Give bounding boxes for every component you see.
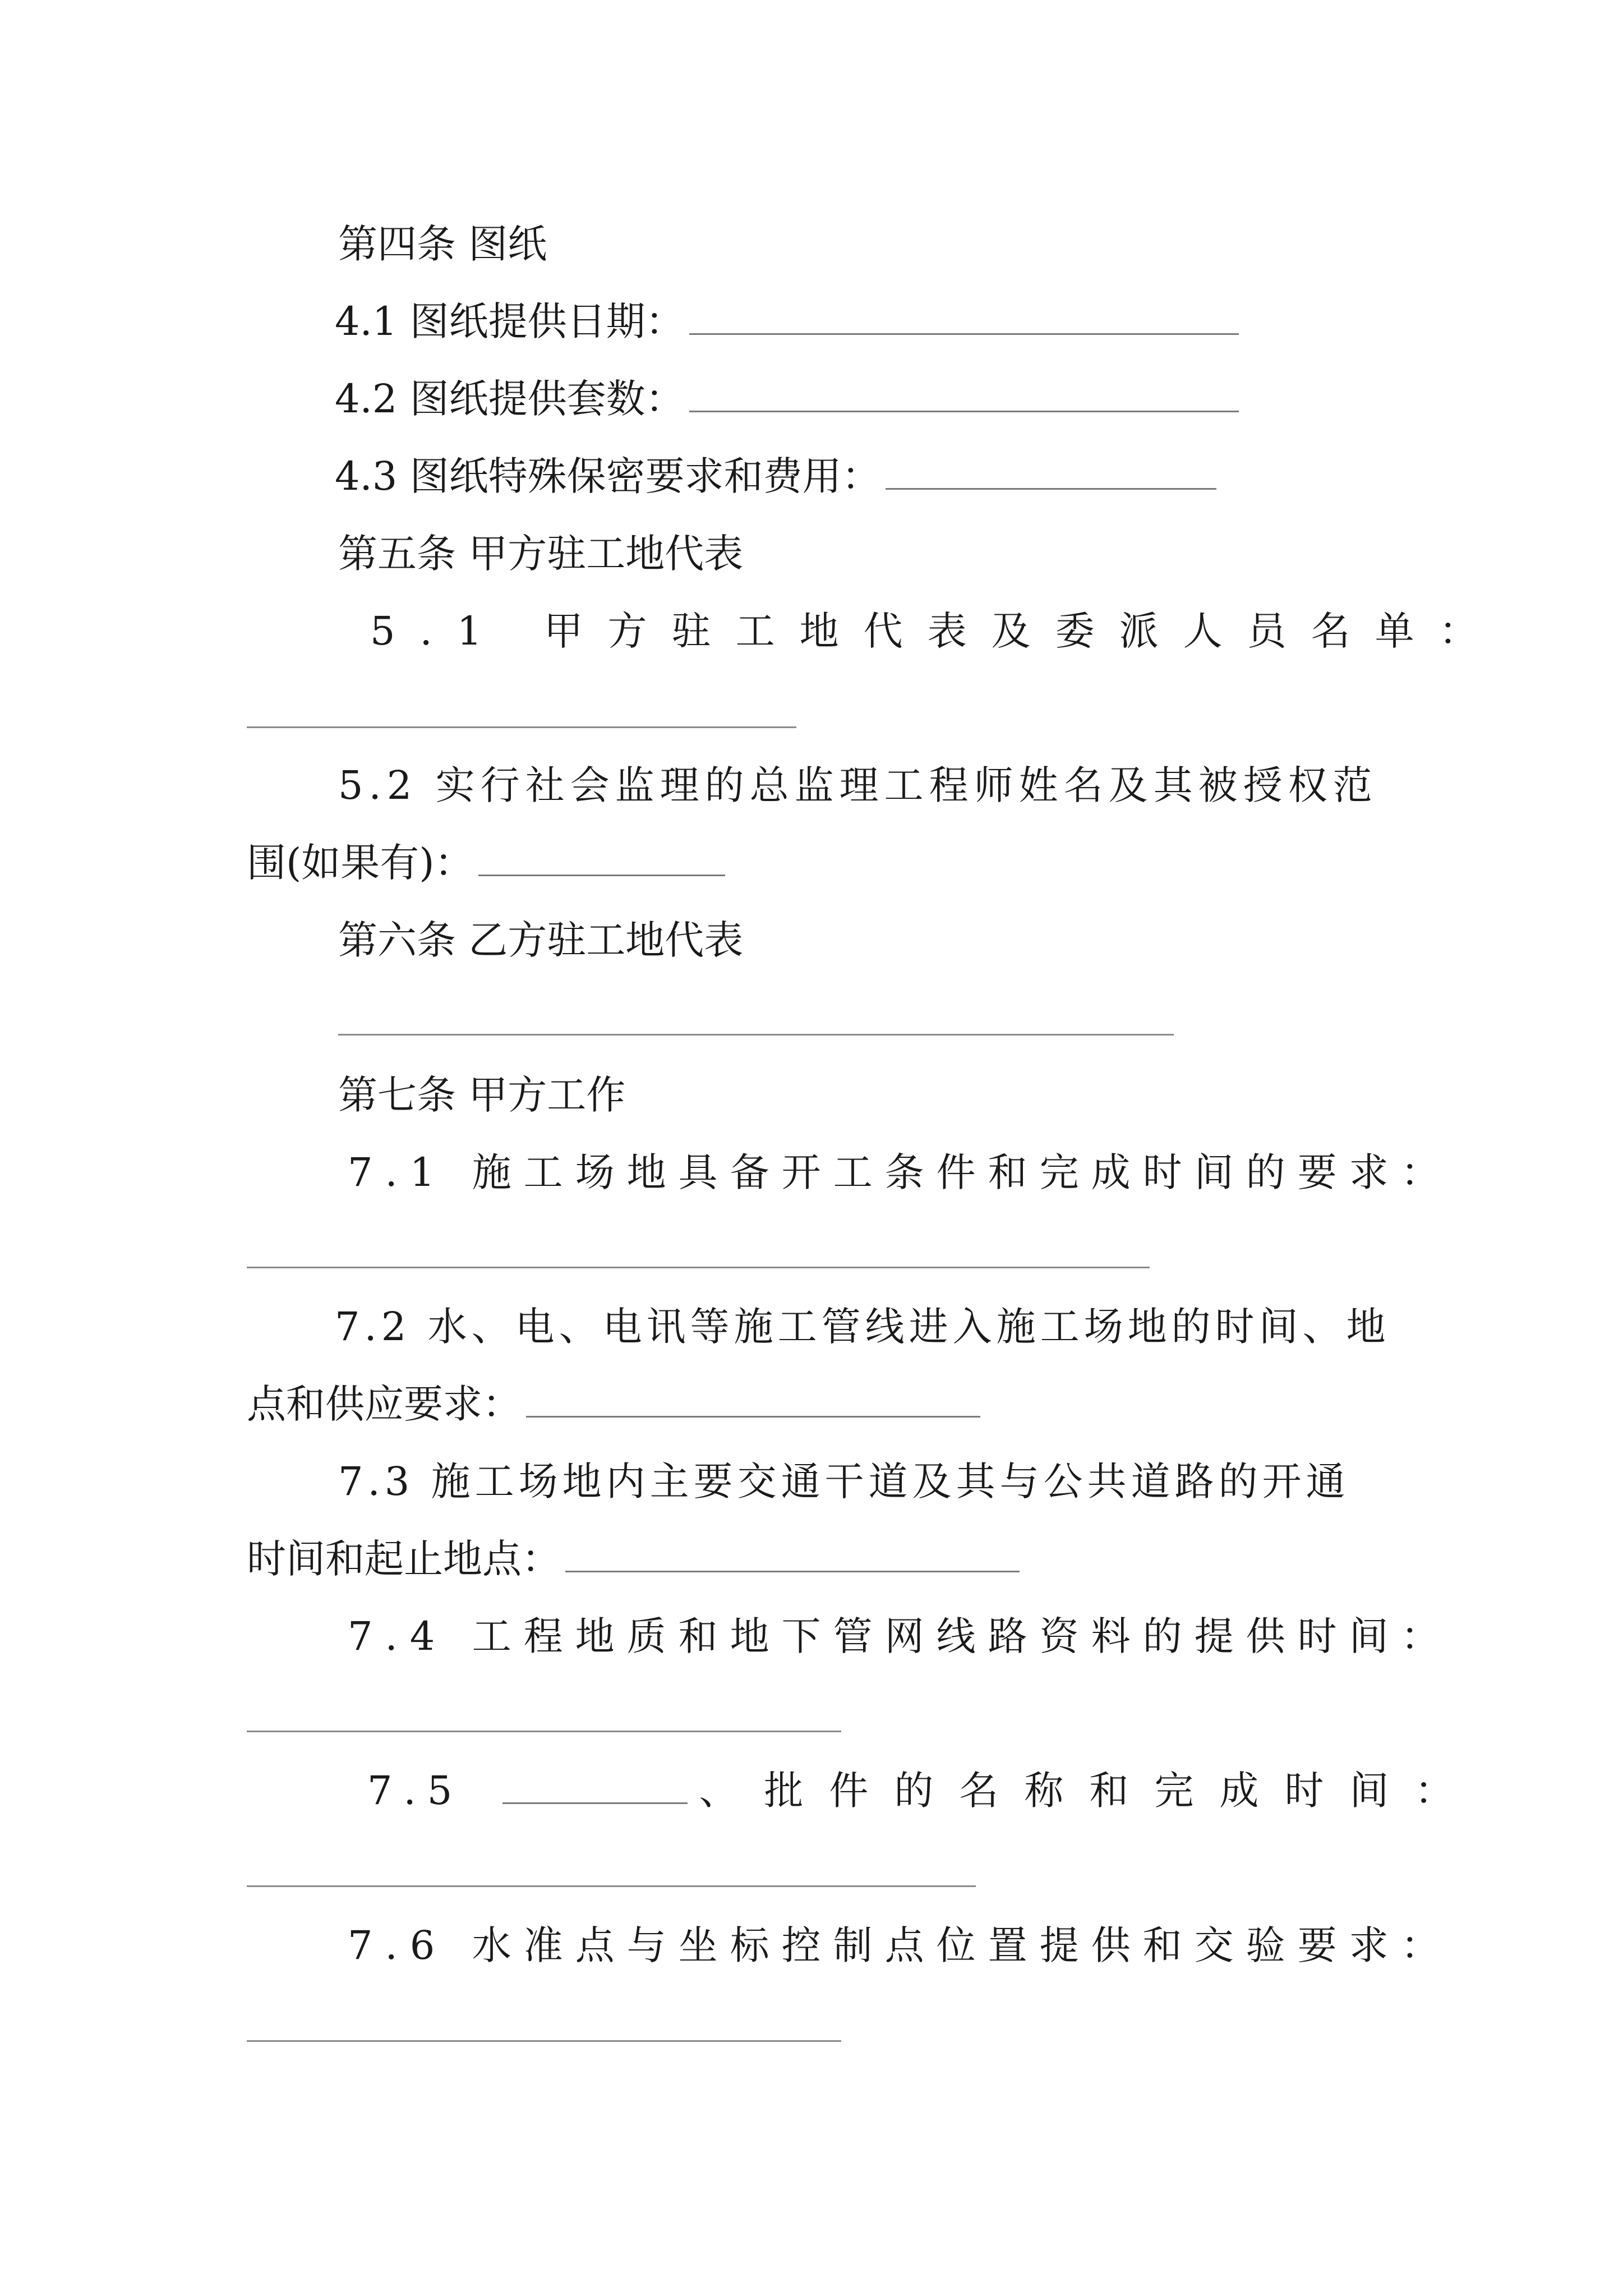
section-4-title: 第四条 图纸 — [338, 221, 547, 267]
item-7-1: 7.1 施工场地具备开工条件和完成时间的要求： — [348, 1149, 1453, 1195]
item-5-1-blank[interactable] — [247, 726, 796, 728]
section-6-title: 第六条 乙方驻工地代表 — [338, 917, 744, 963]
item-7-5-inline-blank[interactable] — [502, 1771, 688, 1804]
item-4-2-label: 4.2 图纸提供套数： — [335, 376, 685, 422]
item-4-2-blank[interactable] — [689, 379, 1239, 412]
item-7-3-line2: 时间和起止地点： — [247, 1534, 1020, 1584]
item-7-2-line2: 点和供应要求： — [247, 1379, 980, 1429]
item-7-5-number: 7.5 — [367, 1768, 464, 1814]
item-4-3 — [335, 451, 1216, 501]
item-5-1: 5.1 甲方驻工地代表及委派人员名单： — [370, 608, 1503, 654]
item-4-1 — [335, 296, 1239, 347]
item-4-1-blank[interactable] — [689, 302, 1239, 335]
section-5-title: 第五条 甲方驻工地代表 — [338, 531, 744, 577]
item-7-2-line1: 7.2 水、电、电讯等施工管线进入施工场地的时间、地 — [335, 1304, 1390, 1350]
section-7-title: 第七条 甲方工作 — [338, 1072, 626, 1118]
item-7-3-line1: 7.3 施工场地内主要交通干道及其与公共道路的开通 — [338, 1458, 1350, 1504]
item-5-2-line2: 围(如果有)： — [247, 838, 725, 888]
item-7-3-blank[interactable] — [565, 1539, 1020, 1572]
section-6-blank[interactable] — [338, 1034, 1174, 1036]
item-4-2 — [335, 374, 1239, 424]
item-7-5-label: 、批件的名称和完成时间： — [699, 1768, 1480, 1814]
item-7-2-blank[interactable] — [526, 1384, 980, 1418]
item-4-3-blank[interactable] — [886, 457, 1216, 490]
item-7-1-blank[interactable] — [247, 1267, 1150, 1268]
item-7-6-blank[interactable] — [247, 2040, 841, 2042]
item-7-4: 7.4 工程地质和地下管网线路资料的提供时间： — [348, 1613, 1453, 1659]
item-7-5 — [367, 1765, 1479, 1816]
item-4-1-label: 4.1 图纸提供日期： — [335, 298, 685, 344]
item-5-2-blank[interactable] — [478, 843, 725, 876]
item-7-6: 7.6 水准点与坐标控制点位置提供和交验要求： — [348, 1922, 1453, 1968]
item-5-2-line1: 5.2 实行社会监理的总监理工程师姓名及其被授权范 — [338, 762, 1378, 808]
item-7-4-blank[interactable] — [247, 1731, 841, 1732]
item-7-5-blank[interactable] — [247, 1885, 976, 1887]
item-4-3-label: 4.3 图纸特殊保密要求和费用： — [335, 453, 881, 499]
